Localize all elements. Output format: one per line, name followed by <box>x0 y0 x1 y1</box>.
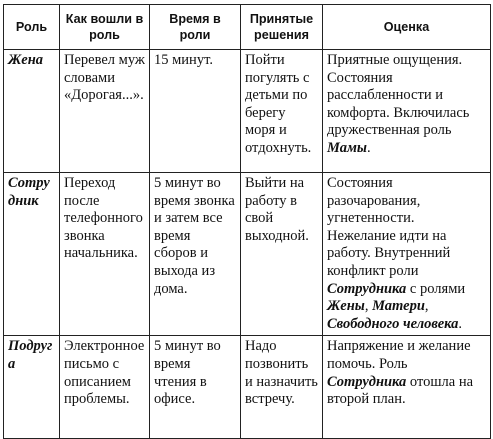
assessment-text: Приятные ощущения. Состояния расслабленности и комфорта. Включилась дружественная роль <box>327 52 470 139</box>
header-role: Роль <box>4 5 60 50</box>
header-time: Время в роли <box>150 5 241 50</box>
table-row <box>4 173 491 336</box>
role-mention: Матери <box>372 298 425 315</box>
time-cell: 15 минут. <box>150 50 241 173</box>
roles-table <box>3 4 491 439</box>
header-assessment: Оценка <box>323 5 491 50</box>
decisions-cell: Пойти погулять с детьми по берегу моря и отдохнуть. <box>241 50 323 173</box>
role-cell <box>4 336 60 439</box>
entered-cell: Перевел муж словами «Дорогая...». <box>60 50 150 173</box>
header-decisions: Принятые решения <box>241 5 323 50</box>
entered-cell: Переход после телефонного звонка начальника. <box>60 173 150 336</box>
assessment-text: . <box>458 315 463 332</box>
table-row <box>4 50 491 173</box>
assessment-text: Нежелание идти на работу. Внутренний конфликт роли <box>327 227 451 279</box>
assessment-text: , <box>364 298 373 315</box>
role-name: Жена <box>8 52 44 68</box>
header-row <box>4 5 491 50</box>
role-cell <box>4 50 60 173</box>
role-mention: Жены <box>327 298 365 315</box>
entered-cell: Электронное письмо с описанием проблемы. <box>60 336 150 439</box>
assessment-text: Напряжение и желание помочь. Роль <box>327 338 471 372</box>
decisions-cell: Надо позвонить и назначить встречу. <box>241 336 323 439</box>
role-mention: Сотрудника <box>327 280 407 297</box>
role-mention: Свободного человека <box>327 315 459 332</box>
role-mention: Мамы <box>327 139 367 156</box>
time-cell: 5 минут во время звонка и затем все время сборов и выхода из дома. <box>150 173 241 336</box>
decisions-cell: Выйти на работу в свой выходной. <box>241 173 323 336</box>
header-entered: Как вошли в роль <box>60 5 150 50</box>
assessment-text: отошла на второй план. <box>327 373 474 408</box>
assessment-cell <box>323 336 491 439</box>
role-name: Сотрудник <box>8 175 50 209</box>
assessment-paragraph <box>327 228 486 334</box>
time-cell: 5 минут во время чтения в офисе. <box>150 336 241 439</box>
role-name: Подруга <box>8 338 53 372</box>
assessment-text: , <box>424 298 429 315</box>
table-row <box>4 336 491 439</box>
assessment-cell <box>323 173 491 336</box>
assessment-text: Состояния разочарования, угнетенности. <box>327 175 421 227</box>
assessment-text: . <box>366 139 371 156</box>
assessment-text: с ролями <box>406 280 466 297</box>
assessment-cell <box>323 50 491 173</box>
role-mention: Сотрудника <box>327 373 407 390</box>
role-cell <box>4 173 60 336</box>
